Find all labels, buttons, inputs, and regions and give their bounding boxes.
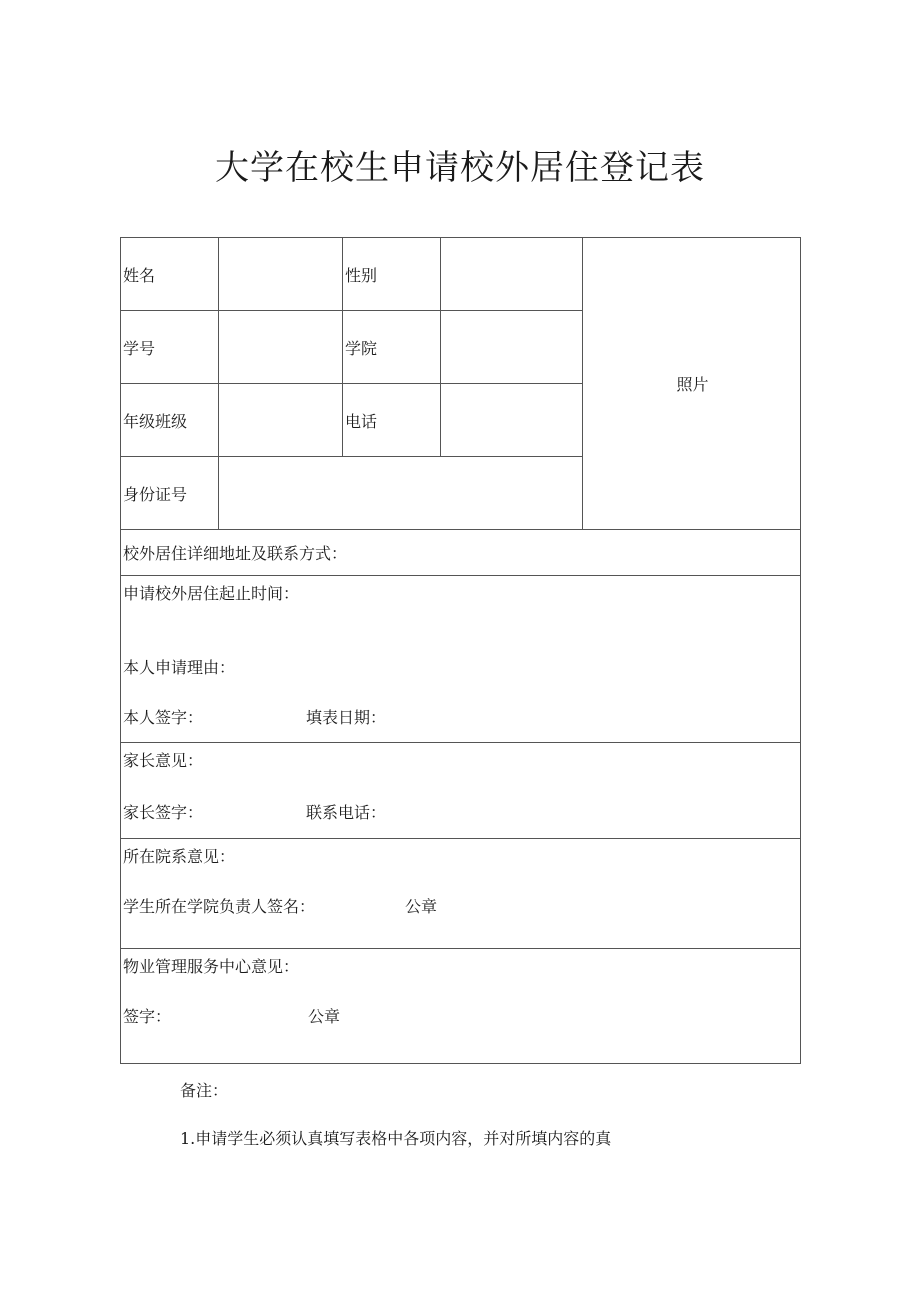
grade-class-label: 年级班级 xyxy=(121,384,219,457)
parent-section[interactable] xyxy=(121,743,801,839)
address-section[interactable] xyxy=(121,530,801,576)
student-id-label: 学号 xyxy=(121,311,219,384)
dept-opinion-label: 所在院系意见： xyxy=(123,847,236,866)
period-label: 申请校外居住起止时间： xyxy=(123,584,300,603)
student-id-field[interactable] xyxy=(219,311,343,384)
parent-sign-label: 家长签字： xyxy=(123,803,204,822)
name-label: 姓名 xyxy=(121,238,219,311)
property-sign-label: 签字： xyxy=(123,1007,172,1026)
reason-label: 本人申请理由： xyxy=(123,658,236,677)
fill-date-label: 填表日期： xyxy=(306,708,387,727)
application-section[interactable] xyxy=(121,576,801,743)
dept-sign-label: 学生所在学院负责人签名： xyxy=(123,897,316,916)
notes-label: 备注： xyxy=(180,1081,229,1100)
phone-field[interactable] xyxy=(441,384,583,457)
property-section[interactable] xyxy=(121,949,801,1064)
gender-label: 性别 xyxy=(343,238,441,311)
address-label: 校外居住详细地址及联系方式： xyxy=(123,544,348,563)
photo-box[interactable]: 照片 xyxy=(583,238,801,530)
property-seal-label: 公章 xyxy=(308,1007,341,1026)
note-item-1: 1.申请学生必须认真填写表格中各项内容，并对所填内容的真 xyxy=(180,1129,612,1148)
registration-form xyxy=(120,237,801,1064)
id-number-field[interactable] xyxy=(219,457,583,530)
phone-label: 电话 xyxy=(343,384,441,457)
department-section[interactable] xyxy=(121,839,801,949)
property-opinion-label: 物业管理服务中心意见： xyxy=(123,957,300,976)
college-label: 学院 xyxy=(343,311,441,384)
gender-field[interactable] xyxy=(441,238,583,311)
contact-phone-label: 联系电话： xyxy=(306,803,387,822)
dept-seal-label: 公章 xyxy=(405,897,438,916)
notes xyxy=(180,1078,612,1148)
college-field[interactable] xyxy=(441,311,583,384)
id-number-label: 身份证号 xyxy=(121,457,219,530)
self-sign-label: 本人签字： xyxy=(123,708,204,727)
page-title: 大学在校生申请校外居住登记表 xyxy=(215,148,705,188)
grade-class-field[interactable] xyxy=(219,384,343,457)
name-field[interactable] xyxy=(219,238,343,311)
parent-opinion-label: 家长意见： xyxy=(123,751,204,770)
